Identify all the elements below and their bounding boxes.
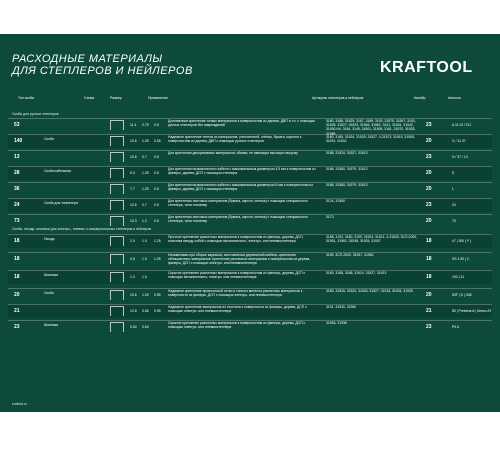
caliber-code: 20: [426, 218, 432, 224]
articles-text: 3188, 3192, 3180, 3199, 31524, 31521, 4-31525, 3СП-2000, 31951, 31962, 31938, 31933, 31937: [326, 235, 418, 244]
articles-text: 3188, 31524, 31527, 31513: [326, 151, 368, 155]
header-size: Размер: [110, 96, 122, 100]
size-c: 0.55: [154, 139, 161, 143]
brand-logo: [380, 56, 480, 78]
page-subtitle: ДЛЯ СТЕПЛЕРОВ И НЕЙЛЕРОВ: [12, 65, 193, 77]
staple-type: Скоба кабельная: [44, 169, 72, 173]
usage-text: Скрытое крепление различных материалов к поверхностям из фанеры, дерева, ДСП с помощью электро- или пневмостеплера: [168, 321, 306, 330]
size-b: 0.75: [142, 123, 149, 127]
size-a: 10.6: [130, 139, 137, 143]
usage-text: Для крепления низковольтного кабеля с максимальным диаметром 6 мм к поверхностям из фанеры, дерева, ДСП с помощью степлера: [168, 183, 313, 192]
size-b: 0.64: [142, 325, 149, 329]
analogs: 24: [452, 203, 456, 207]
size-c: 0.6: [154, 187, 159, 191]
usage-text: Для крепления листовых материалов (бумага, картон, пленка) с помощью специального степлера, типа тоннелер: [168, 199, 308, 208]
caliber-code: 20: [426, 292, 432, 298]
analogs: G / 11 37: [452, 139, 466, 143]
size-c: 0.5: [154, 203, 159, 207]
staple-code: 21: [14, 308, 20, 314]
analogs: 53F | D | 036: [452, 293, 472, 297]
usage-text: Долговечное крепление тонких материалов к поверхностям из дерева, ДВП и т.п. с помощью ручных степлеров без повреждений: [168, 119, 316, 128]
logo-text: KRAFTOOL: [380, 59, 473, 76]
staple-code: 24: [14, 202, 20, 208]
staple-scheme-icon: [110, 272, 124, 282]
table-row: [8, 150, 492, 164]
caliber-code: 18: [426, 274, 432, 280]
staple-type: Скоба для тоннелера: [44, 201, 78, 205]
staple-type: Скоба: [44, 137, 54, 141]
table-row: [8, 118, 492, 136]
staple-type: Скоба: [44, 291, 54, 295]
articles-text: 3180, 3188, 31529, 3187, 3189, 3193, 31575, 31557, 3153, 31525, 31527, 31523, 31563, 31562, 3131, 31531, 31532, 31530-H4, 3146, 3145, 31501, 31505, 3161, 31570, 31533, 31588: [326, 119, 416, 136]
table-row: [8, 320, 492, 334]
caliber-code: 23: [426, 154, 432, 160]
size-b: 1.0: [142, 239, 147, 243]
page-title: РАСХОДНЫЕ МАТЕРИАЛЫ: [12, 53, 163, 65]
staple-code: 140: [14, 138, 23, 144]
table-row: [8, 270, 492, 284]
table-row: [8, 252, 492, 266]
articles-text: 31963, 31936: [326, 321, 347, 325]
usage-text: Незаменимы при сборке каркасов, изготовлении деревянной мебели, крепления облицовочных материалов. Крепление различных материалов к поверхностям из дерева, фанеры, ДСП с помощью электро- или пневмостеплера: [168, 253, 311, 266]
articles-text: 3186, 31580, 31579, 31513: [326, 167, 368, 171]
size-b: 1.2: [142, 219, 147, 223]
staple-code: 36: [14, 186, 20, 192]
size-a: 12.8: [130, 309, 137, 313]
size-a: 10.6: [130, 155, 137, 159]
usage-text: Прочное крепление различных материалов к поверхностям из фанеры, дерева, ДСП, пластика между собой с помощью механического, электро- или пневмостеплера: [168, 235, 304, 244]
analogs: P0.6: [452, 325, 459, 329]
usage-text: Надежное крепление материалов из текстиля к поверхности из фанеры, дерева, ДСП с помощью электро- или пневмостеплера: [168, 305, 307, 314]
staple-code: 53: [14, 122, 20, 128]
size-a: 7.7: [130, 187, 135, 191]
staple-scheme-icon: [110, 236, 124, 246]
caliber-code: 20: [426, 138, 432, 144]
usage-text: Для крепления листовых материалов (бумага, картон, пленка) с помощью специального степлера, типа тоннелер: [168, 215, 308, 224]
articles-text: 3180, 31526, 31524, 31525, 31527, 31515, 31934, 31935: [326, 289, 413, 293]
caliber-code: 23: [426, 202, 432, 208]
size-b: 1.25: [142, 171, 149, 175]
usage-text: Для крепления декоративных материалов, обивки, не имеющих высокую нагрузку: [168, 151, 298, 155]
staple-type: Шпилька: [44, 273, 59, 277]
staple-code: 18: [14, 256, 20, 262]
analogs: 73: [452, 219, 456, 223]
usage-text: Надежное крепление проволочной сетки и тонкого металла различных материалов к поверхности из фанеры, ДСП с помощью электро- или пневмостеплера: [168, 289, 303, 298]
analogs: S: [452, 171, 455, 175]
staple-code: 73: [14, 218, 20, 224]
section-power-staplers: Скобы, гвозди, шпильки для электро-, пневмо- и аккумуляторных степлеров и нейлеров: [12, 227, 152, 231]
size-c: 0.95: [154, 309, 161, 313]
size-c: 0.5: [154, 155, 159, 159]
size-a: 12.6: [130, 203, 137, 207]
size-c: 0.6: [154, 219, 159, 223]
staple-code: 13: [14, 154, 20, 160]
staple-scheme-icon: [110, 200, 124, 210]
table-row: [8, 234, 492, 248]
analogs: A 11 01 /T21: [452, 123, 471, 127]
header-articles: Артикулы степлеров и нейлеров: [312, 96, 364, 100]
size-a: 0.64: [130, 325, 137, 329]
header-caliber: Калибр: [414, 96, 426, 100]
articles-text: 3191, 31930, 31960: [326, 305, 357, 309]
table-row: [8, 134, 492, 148]
staple-scheme-icon: [110, 306, 124, 316]
caliber-code: 23: [426, 324, 432, 330]
size-b: 0.7: [142, 155, 147, 159]
size-b: 1.0: [142, 257, 147, 261]
size-c: 0.55: [154, 293, 161, 297]
size-c: 1.25: [154, 257, 161, 261]
table-row: [8, 198, 492, 212]
table-row: [8, 288, 492, 302]
caliber-code: 18: [426, 238, 432, 244]
caliber-code: 23: [426, 122, 432, 128]
header-scheme: Схема: [84, 96, 95, 100]
analogs: 47 | 300 | F |: [452, 239, 471, 243]
usage-text: Скрытое крепление различных материалов к поверхностям из фанеры, дерева, ДСП с помощью механического, электро- или пневмостеплера: [168, 271, 306, 280]
size-a: 11.4: [130, 123, 137, 127]
size-a: 10.3: [130, 219, 137, 223]
analogs: 100 | 41: [452, 275, 465, 279]
staple-code: 20: [14, 292, 20, 298]
table-row: [8, 182, 492, 196]
table-row: [8, 304, 492, 318]
caliber-code: 20: [426, 170, 432, 176]
staple-code: 23: [14, 324, 20, 330]
footer-site: kraftool.ru: [12, 402, 28, 406]
kraftool-logo-icon: [380, 56, 480, 78]
staple-type: Гвоздь: [44, 237, 55, 241]
size-a: 0.8: [130, 257, 135, 261]
caliber-code: 20: [426, 186, 432, 192]
size-a: 10.6: [130, 293, 137, 297]
size-b: 1.25: [142, 187, 149, 191]
articles-text: 3124, 31550: [326, 199, 345, 203]
analogs: H / 37 / 13: [452, 155, 468, 159]
size-a: 2.0: [130, 239, 135, 243]
usage-text: Надежное крепление тентов из материалов, утеплителей, плёнок, бумаги, картона к поверхностям из дерева, ДВП с помощью ручных степлеров: [168, 135, 302, 144]
size-c: 1.25: [154, 239, 161, 243]
section-hand-staplers: Скобы для ручных степлеров: [12, 112, 59, 116]
articles-text: 3195, 3СП-2000, 31937, 31962: [326, 253, 374, 257]
size-c: 0.6: [154, 171, 159, 175]
size-b: 0.65: [142, 309, 149, 313]
articles-text: 3180, 3185, 31524, 31525, 31527, 4-31573, 31515, 31508, 31194, 31542: [326, 135, 415, 144]
staple-type: Шпилька: [44, 323, 59, 327]
staple-scheme-icon: [110, 184, 124, 194]
staple-scheme-icon: [110, 152, 124, 162]
staple-scheme-icon: [110, 254, 124, 264]
header-usage: Применение: [148, 96, 168, 100]
size-c: 0.5: [154, 123, 159, 127]
staple-code: 28: [14, 170, 20, 176]
size-a: 1.0: [130, 275, 135, 279]
staple-scheme-icon: [110, 136, 124, 146]
header-analogs: Аналоги: [448, 96, 462, 100]
size-b: 1.25: [142, 139, 149, 143]
size-a: 6.3: [130, 171, 135, 175]
analogs: L: [452, 187, 454, 191]
caliber-code: 21: [426, 308, 432, 314]
staple-scheme-icon: [110, 322, 124, 332]
analogs: 80 | Prebena A | Senco AT: [452, 309, 492, 313]
table-row: [8, 214, 492, 228]
staple-scheme-icon: [110, 216, 124, 226]
staple-code: 18: [14, 274, 20, 280]
size-b: 1.25: [142, 293, 149, 297]
staple-scheme-icon: [110, 290, 124, 300]
analogs: SS 1 90 | C: [452, 257, 470, 261]
staple-code: 18: [14, 238, 20, 244]
usage-text: Для крепления низковольтного кабеля с максимальным диаметром 4,5 мм к поверхностям из фанеры, дерева, ДСП с помощью степлера: [168, 167, 316, 176]
header-type: Тип скобы: [18, 96, 35, 100]
size-b: 1.0: [142, 275, 147, 279]
articles-text: 3173: [326, 215, 334, 219]
size-b: 0.7: [142, 203, 147, 207]
articles-text: 3186, 31580, 31579, 31513: [326, 183, 368, 187]
catalog-page: [0, 34, 500, 412]
articles-text: 3180, 3188, 3186, 31524, 31527, 31513: [326, 271, 387, 275]
staple-scheme-icon: [110, 168, 124, 178]
caliber-code: 18: [426, 256, 432, 262]
staple-scheme-icon: [110, 120, 124, 130]
table-row: [8, 166, 492, 180]
